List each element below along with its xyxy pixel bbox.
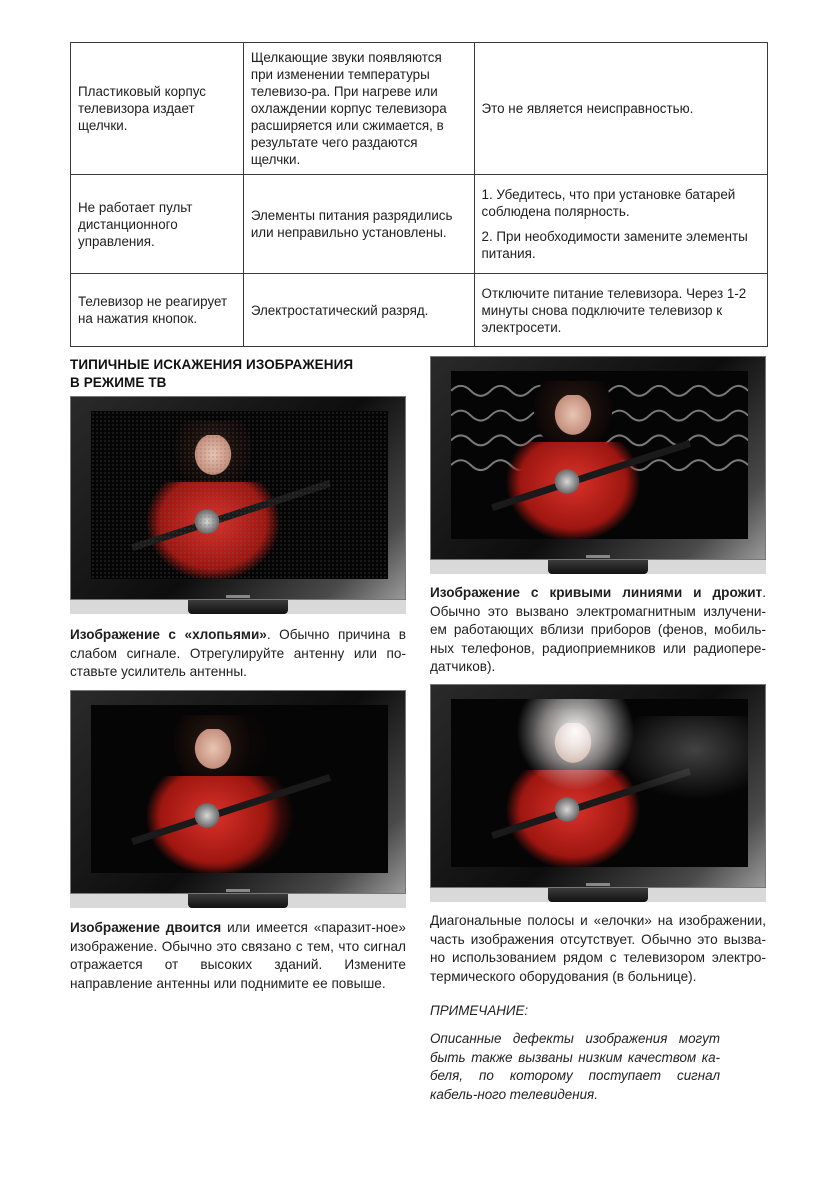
tv-logo [226, 889, 250, 892]
section-heading-line-2: В РЕЖИМЕ ТВ [70, 375, 167, 390]
tv-stand [548, 888, 649, 902]
snow-noise-overlay [91, 411, 388, 579]
tv-waves-image [430, 356, 766, 574]
tv-logo [226, 595, 250, 598]
tv-logo [586, 555, 610, 558]
tv-stand [188, 894, 289, 908]
section-heading-line-1: ТИПИЧНЫЕ ИСКАЖЕНИЯ ИЗОБРАЖЕНИЯ [70, 357, 354, 372]
waves-caption [430, 584, 766, 677]
tv-frame [70, 396, 406, 600]
waves-caption-text: . Обычно это вызвано электромагнитным излучени-ем работающих вблизи приборов (фенов, мобиль-ных телефонов, радиоприемников или радиопере-датчиков). [430, 585, 766, 674]
cause-cell: Элементы питания разрядились или неправильно установлены. [243, 175, 474, 274]
tv-logo [586, 883, 610, 886]
solution-cell [474, 274, 767, 347]
ghost-caption [70, 919, 406, 993]
problem-cell: Телевизор не реагирует на нажатия кнопок. [71, 274, 244, 347]
note-text: Описанные дефекты изображения могут быть также вызваны низким качеством ка-беля, по которому поступает сигнал кабель-ного телевидения. [430, 1031, 720, 1102]
tv-stand [188, 600, 289, 614]
tv-stand [548, 560, 649, 574]
cause-cell: Электростатический разряд. [243, 274, 474, 347]
table-row [71, 43, 768, 175]
sword-guard [552, 468, 582, 495]
waves-caption-title: Изображение с кривыми линиями и дрожит [430, 585, 763, 600]
woman-face [192, 729, 234, 773]
troubleshooting-table [70, 42, 768, 347]
tv-screen [451, 371, 748, 539]
cause-cell: Щелкающие звуки появляются при изменении температуры телевизо-ра. При нагреве или охлаждении корпус телевизора расширяется или сжимается, в результате чего раздаются щелчки. [243, 43, 474, 175]
flakes-caption-title: Изображение с «хлопьями» [70, 627, 267, 642]
table-row [71, 175, 768, 274]
tv-frame [70, 690, 406, 894]
sword-guard [192, 802, 222, 829]
stripes-caption: Диагональные полосы и «елочки» на изображении, часть изображения отсутствует. Обычно это вызва-но использованием рядом с телевизором электро-термического оборудования (в больнице). [430, 913, 766, 984]
tv-frame [430, 356, 766, 560]
ghost-caption-title: Изображение двоится [70, 920, 222, 935]
tv-screen [451, 699, 748, 867]
solution-step-2: 2. При необходимости замените элементы питания. [481, 229, 748, 261]
tv-screen [91, 411, 388, 579]
tv-frame [430, 684, 766, 888]
solution-text: Отключите питание телевизора. Через 1-2 минуты снова подключите телевизор к электросети. [481, 285, 747, 335]
table-row [71, 274, 768, 347]
sword-guard [552, 796, 582, 823]
section-heading [70, 356, 370, 392]
solution-cell [474, 175, 767, 274]
solution-step-1: 1. Убедитесь, что при установке батарей соблюдена полярность. [481, 187, 736, 219]
tv-glare-image [430, 684, 766, 902]
flakes-caption-text: . Обычно причина в слабом сигнале. Отрегулируйте антенну или по-ставьте усилитель антенны. [70, 627, 406, 679]
flakes-caption [70, 626, 406, 682]
solution-text: Это не является неисправностью. [481, 101, 694, 116]
note-title: ПРИМЕЧАНИЕ: [430, 1003, 529, 1018]
haze-overlay [615, 716, 749, 800]
tv-ghost-image [70, 690, 406, 908]
woman-face [552, 395, 594, 439]
problem-cell: Пластиковый корпус телевизора издает щелчки. [71, 43, 244, 175]
tv-flakes-image [70, 396, 406, 614]
tv-screen [91, 705, 388, 873]
ghost-caption-text: или имеется «паразит-ное» изображение. Обычно это связано с тем, что сигнал отражается от высоких зданий. Измените направление антенны или поднимите ее повыше. [70, 920, 406, 991]
problem-cell: Не работает пульт дистанционного управления. [71, 175, 244, 274]
solution-cell [474, 43, 767, 175]
